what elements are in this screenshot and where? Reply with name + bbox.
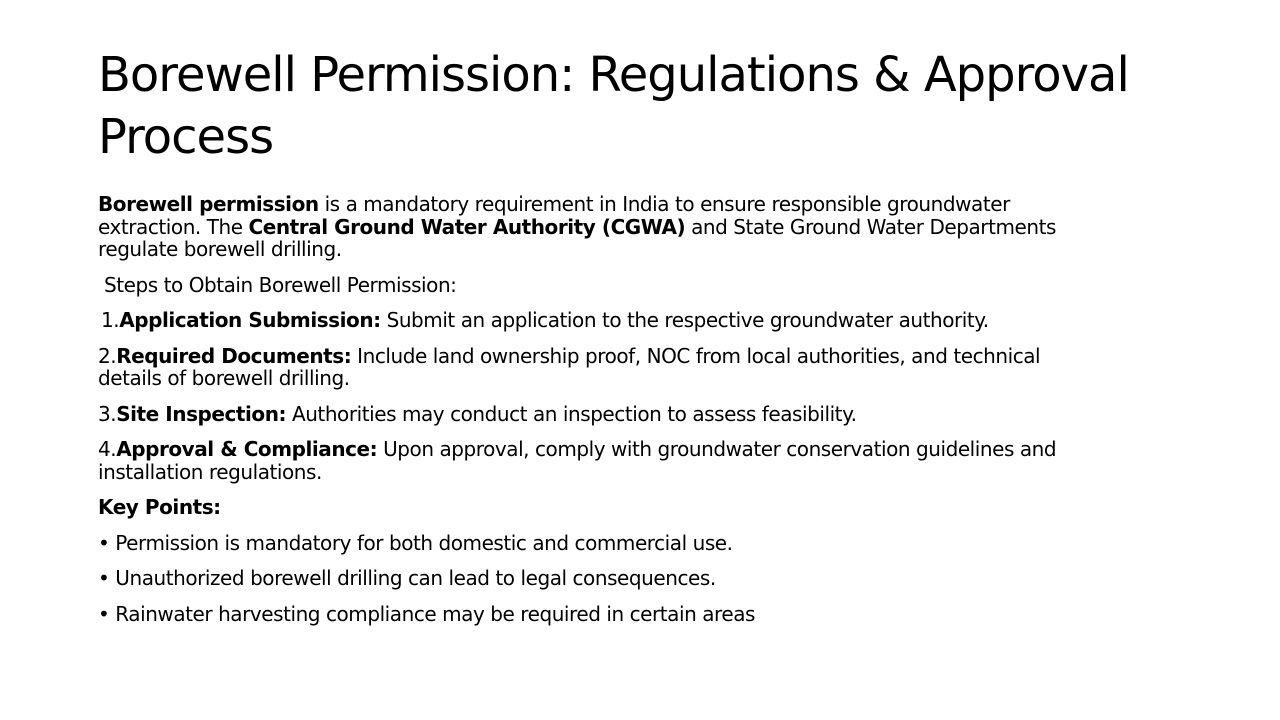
step-item-4 xyxy=(98,438,1178,483)
step-item-1 xyxy=(98,309,1178,332)
step-2-line-1 xyxy=(98,345,1178,368)
key-point-1-text: Permission is mandatory for both domestic and commercial use. xyxy=(115,530,733,555)
slide-title: Borewell Permission: Regulations & Approval Process xyxy=(98,47,1129,165)
step-2-number: 2. xyxy=(98,343,117,368)
key-point-1 xyxy=(98,532,1178,555)
step-4-line-2 xyxy=(98,461,1178,484)
step-item-2 xyxy=(98,345,1178,390)
step-3-text: Authorities may conduct an inspection to assess feasibility. xyxy=(286,401,857,426)
key-point-2-text: Unauthorized borewell drilling can lead to legal consequences. xyxy=(115,566,716,590)
bullet-icon: • xyxy=(98,530,110,555)
intro-paragraph xyxy=(98,193,1178,261)
step-1-text: Submit an application to the respective groundwater authority. xyxy=(380,308,989,332)
intro-line-3 xyxy=(98,238,1178,261)
intro-text-4: regulate borewell drilling. xyxy=(98,237,342,261)
step-4-text: Upon approval, comply with groundwater conservation guidelines and xyxy=(377,437,1057,461)
slide-body xyxy=(98,193,1178,638)
bullet-icon: • xyxy=(98,601,110,626)
step-3-line xyxy=(98,403,1178,426)
step-4-number: 4. xyxy=(98,437,117,461)
key-points-heading-text: Key Points: xyxy=(98,495,221,519)
steps-heading: Steps to Obtain Borewell Permission: xyxy=(104,272,457,297)
bullet-icon: • xyxy=(98,566,110,590)
step-3-label: Site Inspection: xyxy=(116,401,287,426)
step-1-label: Application Submission: xyxy=(119,308,381,332)
intro-bold-cgwa: Central Ground Water Authority (CGWA) xyxy=(248,214,686,239)
step-3-number: 3. xyxy=(98,401,117,426)
intro-bold-term: Borewell permission xyxy=(98,192,319,216)
step-4-label: Approval & Compliance: xyxy=(116,437,378,461)
key-point-2 xyxy=(98,567,1178,590)
step-item-3 xyxy=(98,403,1178,426)
intro-text-1: is a mandatory requirement in India to ensure responsible groundwater xyxy=(318,192,1010,216)
key-points-heading xyxy=(98,496,1178,519)
intro-text-3: and State Ground Water Departments xyxy=(685,214,1056,239)
step-2-text-cont: details of borewell drilling. xyxy=(98,366,350,390)
key-point-3-text: Rainwater harvesting compliance may be required in certain areas xyxy=(115,601,755,626)
intro-line-1 xyxy=(98,193,1178,216)
intro-text-2: extraction. The xyxy=(98,214,249,239)
step-1-number: 1. xyxy=(101,308,120,332)
step-2-label: Required Documents: xyxy=(116,343,352,368)
step-2-text: Include land ownership proof, NOC from local authorities, and technical xyxy=(351,343,1041,368)
step-4-text-cont: installation regulations. xyxy=(98,459,322,484)
key-point-3 xyxy=(98,603,1178,626)
intro-line-2 xyxy=(98,216,1178,239)
step-1-line xyxy=(101,309,1178,332)
step-4-line-1 xyxy=(98,438,1178,461)
step-2-line-2 xyxy=(98,367,1178,390)
